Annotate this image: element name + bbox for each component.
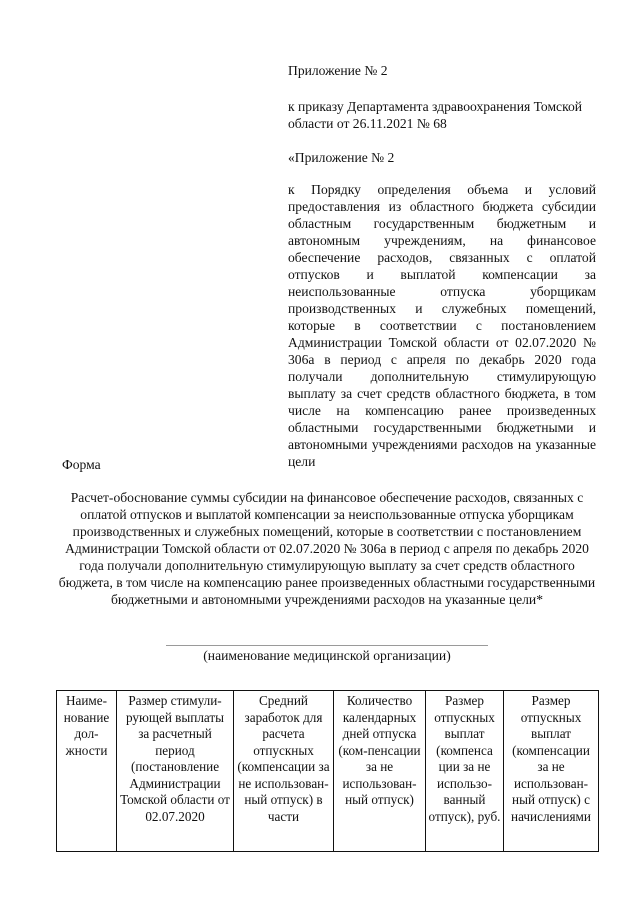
organization-caption: (наименование медицинской организации) [203, 648, 451, 663]
header-vacation-days-text: Количество календарных дней отпуска (ком-пенсации за не использован-ный отпуск) [338, 693, 421, 807]
calculation-table [56, 690, 599, 852]
header-vacation-pay-with-charges [504, 691, 599, 852]
form-label: Форма [62, 457, 101, 472]
header-position-name [57, 691, 117, 852]
inner-appendix-title: «Приложение № 2 [288, 150, 395, 165]
appendix-title: Приложение № 2 [288, 63, 388, 78]
order-reference: к приказу Департамента здравоохранения Томской области от 26.11.2021 № 68 [288, 99, 583, 131]
header-incentive-payment-text: Размер стимули-рующей выплаты за расчетный период (постановление Администрации Томской области от 02.07.2020 [120, 693, 230, 824]
header-position-name-text: Наиме-нование дол-жности [63, 693, 110, 758]
header-vacation-pay [426, 691, 504, 852]
header-average-earnings [234, 691, 334, 852]
header-vacation-pay-text: Размер отпускных выплат (компенса ции за не использо-ванный отпуск), руб. [428, 693, 501, 824]
header-incentive-payment [117, 691, 234, 852]
organization-name-line [166, 645, 488, 646]
procedure-reference-text: к Порядку определения объема и условий предоставления из областного бюджета субсидии областным государственным бюджетным и автономным учреждениям, на финансовое обеспечение расходов, связанных с оплатой отпусков и выплатой компенсации за неиспользованные отпуска уборщикам производственных и служебных помещений, которые в соответствии с постановлением Администрации Томской области от 02.07.2020 № 306а в период с апреля по декабрь 2020 года получали дополнительную стимулирующую выплату за счет средств областного бюджета, в том числе на компенсацию ранее произведенных областными государственными бюджетными и автономными учреждениями расходов на указанные цели [288, 182, 596, 469]
header-vacation-pay-with-charges-text: Размер отпускных выплат (компенсации за не использован-ный отпуск) с начислениями [511, 693, 591, 824]
header-average-earnings-text: Средний заработок для расчета отпускных (компенсации за не использован-ный отпуск) в части [237, 693, 330, 824]
header-vacation-days [334, 691, 426, 852]
document-title: Расчет-обоснование суммы субсидии на финансовое обеспечение расходов, связанных с оплатой отпусков и выплатой компенсации за неиспользованные отпуска уборщикам производственных и служебных помещений, которые в соответствии с постановлением Администрации Томской области от 02.07.2020 № 306а в период с апреля по декабрь 2020 года получали дополнительную стимулирующую выплату за счет средств областного бюджета, в том числе на компенсацию ранее произведенных областными государственными бюджетными и автономными учреждениями расходов на указанные цели* [58, 490, 596, 607]
table-header-row [57, 691, 599, 852]
